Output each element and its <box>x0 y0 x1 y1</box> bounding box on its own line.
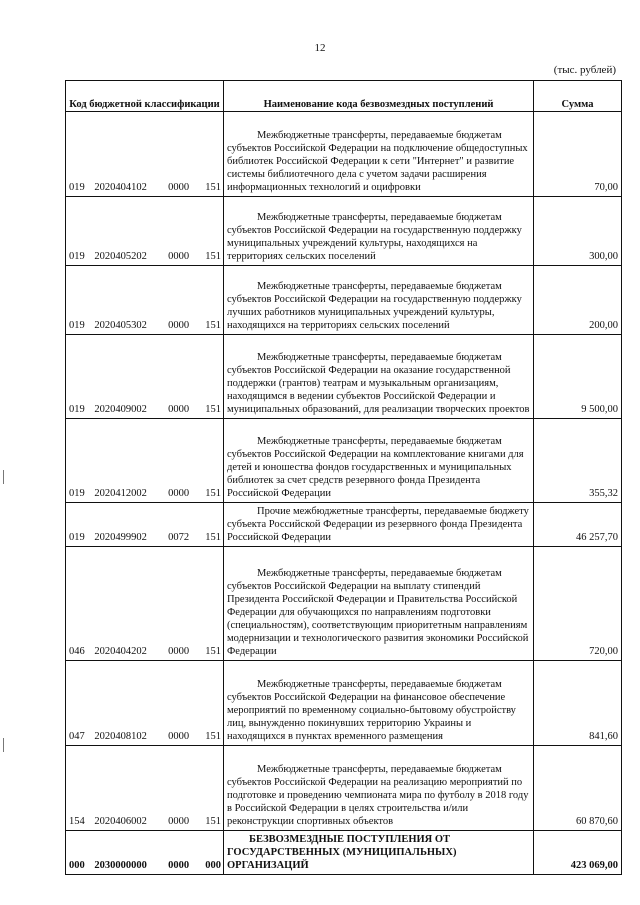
kosgu-code: 151 <box>205 182 221 193</box>
units-label: (тыс. рублей) <box>553 64 616 76</box>
code-cell <box>66 419 224 503</box>
row-name: Межбюджетные трансферты, передаваемые бюджетам субъектов Российской Федерации на финансовое обеспечение мероприятий по временному социально-бытовому обустройству лиц, вынужденно покинувших территорию Украины и находящихся в пунктах временного размещения <box>227 679 516 742</box>
kosgu-code: 151 <box>205 488 221 499</box>
margin-mark <box>3 738 4 752</box>
program-code: 0000 <box>168 646 190 657</box>
table-row <box>66 266 622 335</box>
admin-code: 154 <box>69 816 85 827</box>
budget-code: 2020404102 <box>94 182 147 193</box>
margin-mark <box>3 470 4 484</box>
row-name: Прочие межбюджетные трансферты, передаваемые бюджету субъекта Российской Федерации из резервного фонда Президента Российской Федерации <box>227 506 529 543</box>
row-name: Межбюджетные трансферты, передаваемые бюджетам субъектов Российской Федерации на реализацию мероприятий по подготовке и проведению чемпионата мира по футболу в 2018 году в Российской Федерации в целях строительства и/или реконструкции спортивных объектов <box>227 764 529 827</box>
budget-code: 2020412002 <box>94 488 147 499</box>
kosgu-code: 151 <box>205 646 221 657</box>
table-row <box>66 335 622 419</box>
total-sum: 423 069,00 <box>534 831 622 875</box>
name-cell <box>224 197 534 266</box>
budget-code: 2020406002 <box>94 816 147 827</box>
program-code: 0000 <box>168 251 190 262</box>
total-row <box>66 831 622 875</box>
row-name: Межбюджетные трансферты, передаваемые бюджетам субъектов Российской Федерации на подключение общедоступных библиотек Российской Федерации к сети "Интернет" и развитие системы библиотечного дела с учетом задачи расширения информационных технологий и оцифровки <box>227 130 528 193</box>
row-name: Межбюджетные трансферты, передаваемые бюджетам субъектов Российской Федерации на государственную поддержку муниципальных учреждений культуры, находящихся на территориях сельских поселений <box>227 212 522 262</box>
admin-code: 019 <box>69 404 85 415</box>
sum-cell: 355,32 <box>534 419 622 503</box>
row-name: Межбюджетные трансферты, передаваемые бюджетам субъектов Российской Федерации на выплату стипендий Президента Российской Федерации и Правительства Российской Федерации для обучающихся по направлениям подготовки (специальностям), соответствующим приоритетным направлениям модернизации и технологического развития экономики Российской Федерации <box>227 568 529 657</box>
sum-cell: 200,00 <box>534 266 622 335</box>
code-cell <box>66 746 224 831</box>
header-name: Наименование кода безвозмездных поступлений <box>224 81 534 112</box>
table-row <box>66 197 622 266</box>
name-cell <box>224 266 534 335</box>
name-cell <box>224 419 534 503</box>
admin-code: 019 <box>69 320 85 331</box>
name-cell <box>224 831 534 875</box>
page-number: 12 <box>314 42 326 54</box>
budget-code: 2020404202 <box>94 646 147 657</box>
table-header-row <box>66 81 622 112</box>
admin-code: 019 <box>69 251 85 262</box>
table-row <box>66 547 622 661</box>
budget-code: 2020499902 <box>94 532 147 543</box>
name-cell <box>224 503 534 547</box>
code-cell <box>66 503 224 547</box>
row-name: Межбюджетные трансферты, передаваемые бюджетам субъектов Российской Федерации на комплектование книгами для детей и юношества фондов государственных и муниципальных библиотек за счет средств резервного фонда Президента Российской Федерации <box>227 436 524 499</box>
admin-code: 019 <box>69 182 85 193</box>
budget-code: 2020409002 <box>94 404 147 415</box>
code-cell <box>66 831 224 875</box>
row-name: Межбюджетные трансферты, передаваемые бюджетам субъектов Российской Федерации на государственную поддержку лучших работников муниципальных учреждений культуры, находящихся на территориях сельских поселений <box>227 281 522 331</box>
program-code: 0000 <box>168 404 190 415</box>
header-sum: Сумма <box>534 81 622 112</box>
table-row <box>66 661 622 746</box>
name-cell <box>224 746 534 831</box>
budget-table <box>65 80 622 875</box>
table-row <box>66 503 622 547</box>
code-cell <box>66 197 224 266</box>
admin-code: 019 <box>69 488 85 499</box>
code-cell <box>66 112 224 197</box>
budget-code: 2030000000 <box>94 860 147 871</box>
kosgu-code: 151 <box>205 816 221 827</box>
sum-cell: 841,60 <box>534 661 622 746</box>
sum-cell: 720,00 <box>534 547 622 661</box>
budget-code: 2020408102 <box>94 731 147 742</box>
program-code: 0000 <box>168 860 190 871</box>
program-code: 0072 <box>168 532 190 543</box>
code-cell <box>66 547 224 661</box>
table-row <box>66 112 622 197</box>
name-cell <box>224 661 534 746</box>
kosgu-code: 151 <box>205 251 221 262</box>
table-row <box>66 746 622 831</box>
admin-code: 047 <box>69 731 85 742</box>
sum-cell: 9 500,00 <box>534 335 622 419</box>
admin-code: 019 <box>69 532 85 543</box>
sum-cell: 70,00 <box>534 112 622 197</box>
program-code: 0000 <box>168 320 190 331</box>
kosgu-code: 151 <box>205 320 221 331</box>
name-cell <box>224 335 534 419</box>
program-code: 0000 <box>168 816 190 827</box>
code-cell <box>66 661 224 746</box>
kosgu-code: 000 <box>205 860 221 871</box>
kosgu-code: 151 <box>205 404 221 415</box>
admin-code: 000 <box>69 860 85 871</box>
kosgu-code: 151 <box>205 731 221 742</box>
admin-code: 046 <box>69 646 85 657</box>
budget-code: 2020405202 <box>94 251 147 262</box>
code-cell <box>66 266 224 335</box>
code-cell <box>66 335 224 419</box>
budget-code: 2020405302 <box>94 320 147 331</box>
kosgu-code: 151 <box>205 532 221 543</box>
program-code: 0000 <box>168 182 190 193</box>
sum-cell: 46 257,70 <box>534 503 622 547</box>
row-name: Межбюджетные трансферты, передаваемые бюджетам субъектов Российской Федерации на оказание государственной поддержки (грантов) театрам и музыкальным организациям, находящимся в ведении субъектов Российской Федерации и муниципальных образований, для реализации творческих проектов <box>227 352 530 415</box>
name-cell <box>224 547 534 661</box>
table-row <box>66 419 622 503</box>
program-code: 0000 <box>168 731 190 742</box>
program-code: 0000 <box>168 488 190 499</box>
header-code: Код бюджетной классификации <box>66 81 224 112</box>
total-name: БЕЗВОЗМЕЗДНЫЕ ПОСТУПЛЕНИЯ ОТ ГОСУДАРСТВЕННЫХ (МУНИЦИПАЛЬНЫХ) ОРГАНИЗАЦИЙ <box>227 834 457 871</box>
sum-cell: 300,00 <box>534 197 622 266</box>
name-cell <box>224 112 534 197</box>
sum-cell: 60 870,60 <box>534 746 622 831</box>
